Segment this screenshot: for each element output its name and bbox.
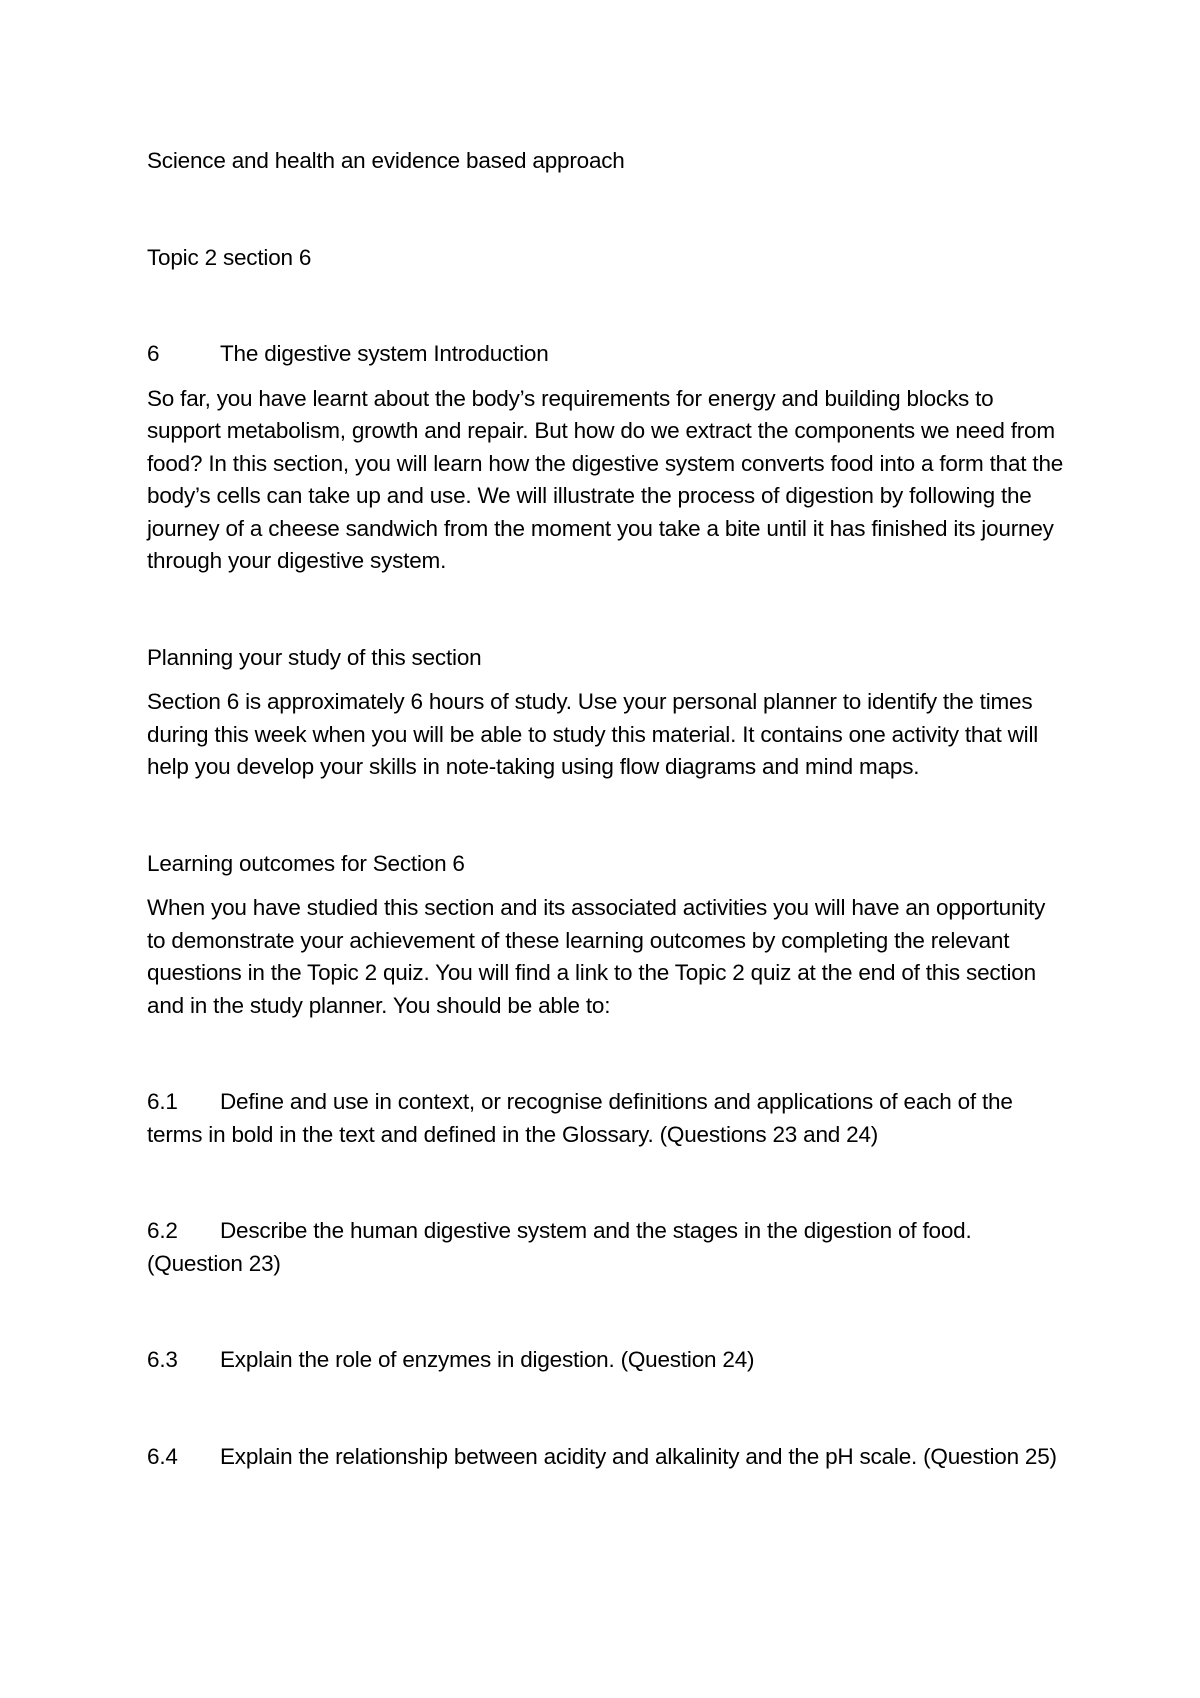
section-heading [147,338,1067,371]
document-title: Science and health an evidence based approach [147,148,625,173]
outcome-text: Explain the relationship between acidity and alkalinity and the pH scale. (Question 25) [220,1443,1057,1469]
outcome-number: 6.4 [147,1443,178,1469]
topic-line: Topic 2 section 6 [147,244,312,270]
outcome-number: 6.2 [147,1218,178,1243]
outcome-text: Describe the human digestive system and the stages in the digestion of food. (Question 23) [147,1218,972,1276]
planning-paragraph: Section 6 is approximately 6 hours of study. Use your personal planner to identify the times during this week when you will be able to study this material. It contains one activity that will help you develop your skills in note-taking using flow diagrams and mind maps. [147,689,1039,779]
outcomes-paragraph: When you have studied this section and its associated activities you will have an opportunity to demonstrate your achievement of these learning outcomes by completing the relevant questions in the Topic 2 quiz. You will find a link to the Topic 2 quiz at the end of this section and in the study planner. You should be able to: [147,895,1046,1018]
outcome-text: Define and use in context, or recognise definitions and applications of each of the terms in bold in the text and defined in the Glossary. (Questions 23 and 24) [147,1089,1013,1147]
section-title: The digestive system Introduction [220,341,549,366]
outcome-text: Explain the role of enzymes in digestion. (Question 24) [220,1347,755,1372]
outcomes-heading: Learning outcomes for Section 6 [147,850,465,876]
planning-heading: Planning your study of this section [147,644,482,670]
outcome-item [147,1215,1067,1280]
outcome-number: 6.3 [147,1347,178,1372]
outcome-item [147,1441,1067,1474]
outcome-number: 6.1 [147,1089,178,1114]
section-number: 6 [147,341,160,366]
document-page [147,145,1067,1473]
outcome-item [147,1344,1067,1377]
outcome-item [147,1086,1067,1151]
intro-paragraph: So far, you have learnt about the body’s requirements for energy and building blocks to support metabolism, growth and repair. But how do we extract the components we need from food? In this section, you will learn how the digestive system converts food into a form that the body’s cells can take up and use. We will illustrate the process of digestion by following the journey of a cheese sandwich from the moment you take a bite until it has finished its journey through your digestive system. [147,385,1064,573]
